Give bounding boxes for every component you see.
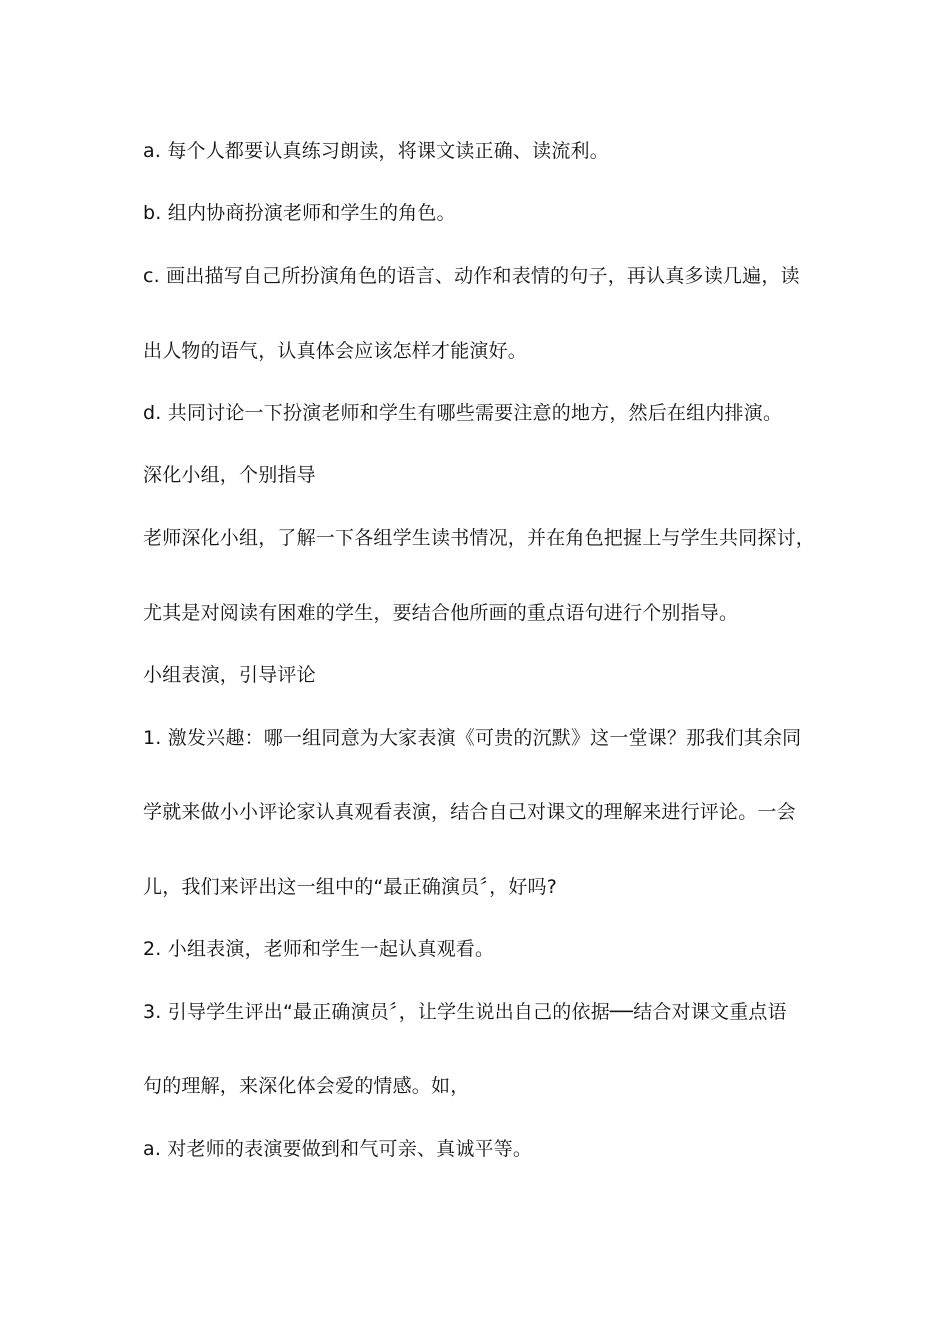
- text-line-item-c: c. 画出描写自己所扮演角色的语言、动作和表情的句子，再认真多读几遍，读: [143, 265, 800, 287]
- text-line-guidance-cont: 尤其是对阅读有困难的学生，要结合他所画的重点语句进行个别指导。: [143, 602, 739, 624]
- text-line-item-a: a. 每个人都要认真练习朗读，将课文读正确、读流利。: [143, 140, 609, 162]
- text-line-step-1-cont2: 儿，我们来评出这一组中的“最正确演员〞，好吗?: [143, 876, 558, 898]
- text-line-item-a2: a. 对老师的表演要做到和气可亲、真诚平等。: [143, 1138, 533, 1160]
- text-line-step-1-cont: 学就来做小小评论家认真观看表演，结合自己对课文的理解来进行评论。一会: [143, 801, 796, 823]
- section-heading-performance: 小组表演，引导评论: [143, 664, 316, 686]
- text-line-step-3-cont: 句的理解，来深化体会爱的情感。如，: [143, 1075, 470, 1097]
- section-heading-guidance: 深化小组，个别指导: [143, 464, 316, 486]
- text-line-step-2: 2. 小组表演，老师和学生一起认真观看。: [143, 938, 495, 960]
- text-line-guidance: 老师深化小组，了解一下各组学生读书情况，并在角色把握上与学生共同探讨，: [143, 527, 816, 549]
- text-line-step-1: 1. 激发兴趣：哪一组同意为大家表演《可贵的沉默》这一堂课？那我们其余同: [143, 727, 802, 749]
- text-line-step-3: 3. 引导学生评出“最正确演员〞，让学生说出自己的依据──结合对课文重点语: [143, 1001, 787, 1023]
- text-line-item-b: b. 组内协商扮演老师和学生的角色。: [143, 202, 456, 224]
- text-line-item-d: d. 共同讨论一下扮演老师和学生有哪些需要注意的地方，然后在组内排演。: [143, 402, 783, 424]
- text-line-item-c-cont: 出人物的语气，认真体会应该怎样才能演好。: [143, 340, 528, 362]
